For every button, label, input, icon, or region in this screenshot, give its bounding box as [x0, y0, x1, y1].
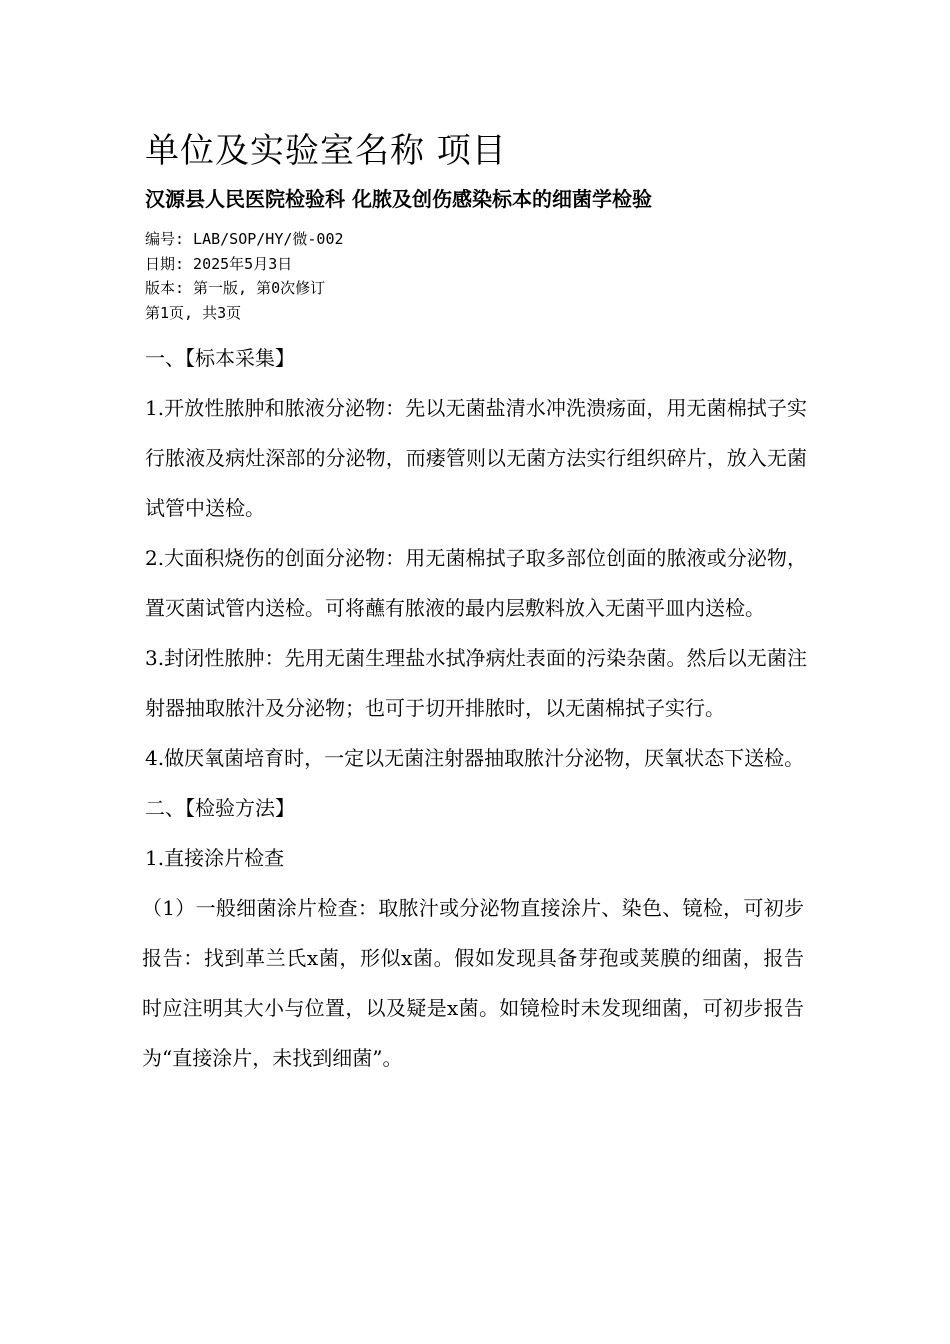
document-subtitle: 汉源县人民医院检验科 化脓及创伤感染标本的细菌学检验 [145, 187, 652, 211]
doc-page-count: 第1页, 共3页 [145, 303, 242, 322]
document-body [142, 333, 815, 1083]
subsection-heading: 1.直接涂片检查 [145, 846, 285, 870]
doc-version: 版本: 第一版, 第0次修订 [145, 279, 326, 298]
paragraph: 1.开放性脓肿和脓液分泌物：先以无菌盐清水冲洗溃疡面，用无菌棉拭子实行脓液及病灶深部的分泌物，而瘘管则以无菌方法实行组织碎片，放入无菌试管中送检。 [145, 396, 807, 520]
section-heading: 二、【检验方法】 [145, 796, 295, 820]
paragraph: 2.大面积烧伤的创面分泌物：用无菌棉拭子取多部位创面的脓液或分泌物，置灭菌试管内送检。可将蘸有脓液的最内层敷料放入无菌平皿内送检。 [145, 546, 807, 620]
document-meta [145, 227, 344, 325]
document-title: 单位及实验室名称 项目 [145, 131, 507, 171]
paragraph: 4.做厌氧菌培育时，一定以无菌注射器抽取脓汁分泌物，厌氧状态下送检。 [145, 746, 805, 770]
section-heading: 一、【标本采集】 [145, 346, 295, 370]
doc-date: 日期: 2025年5月3日 [145, 254, 293, 273]
paragraph: 3.封闭性脓肿：先用无菌生理盐水拭净病灶表面的污染杂菌。然后以无菌注射器抽取脓汁及分泌物；也可于切开排脓时，以无菌棉拭子实行。 [145, 646, 807, 720]
paragraph: （1）一般细菌涂片检查：取脓汁或分泌物直接涂片、染色、镜检，可初步报告：找到革兰氏x菌，形似x菌。假如发现具备芽孢或荚膜的细菌，报告时应注明其大小与位置，以及疑是x菌。如镜检时未发现细菌，可初步报告为“直接涂片，未找到细菌”。 [142, 896, 804, 1070]
doc-number: 编号: LAB/SOP/HY/微-002 [145, 230, 344, 248]
